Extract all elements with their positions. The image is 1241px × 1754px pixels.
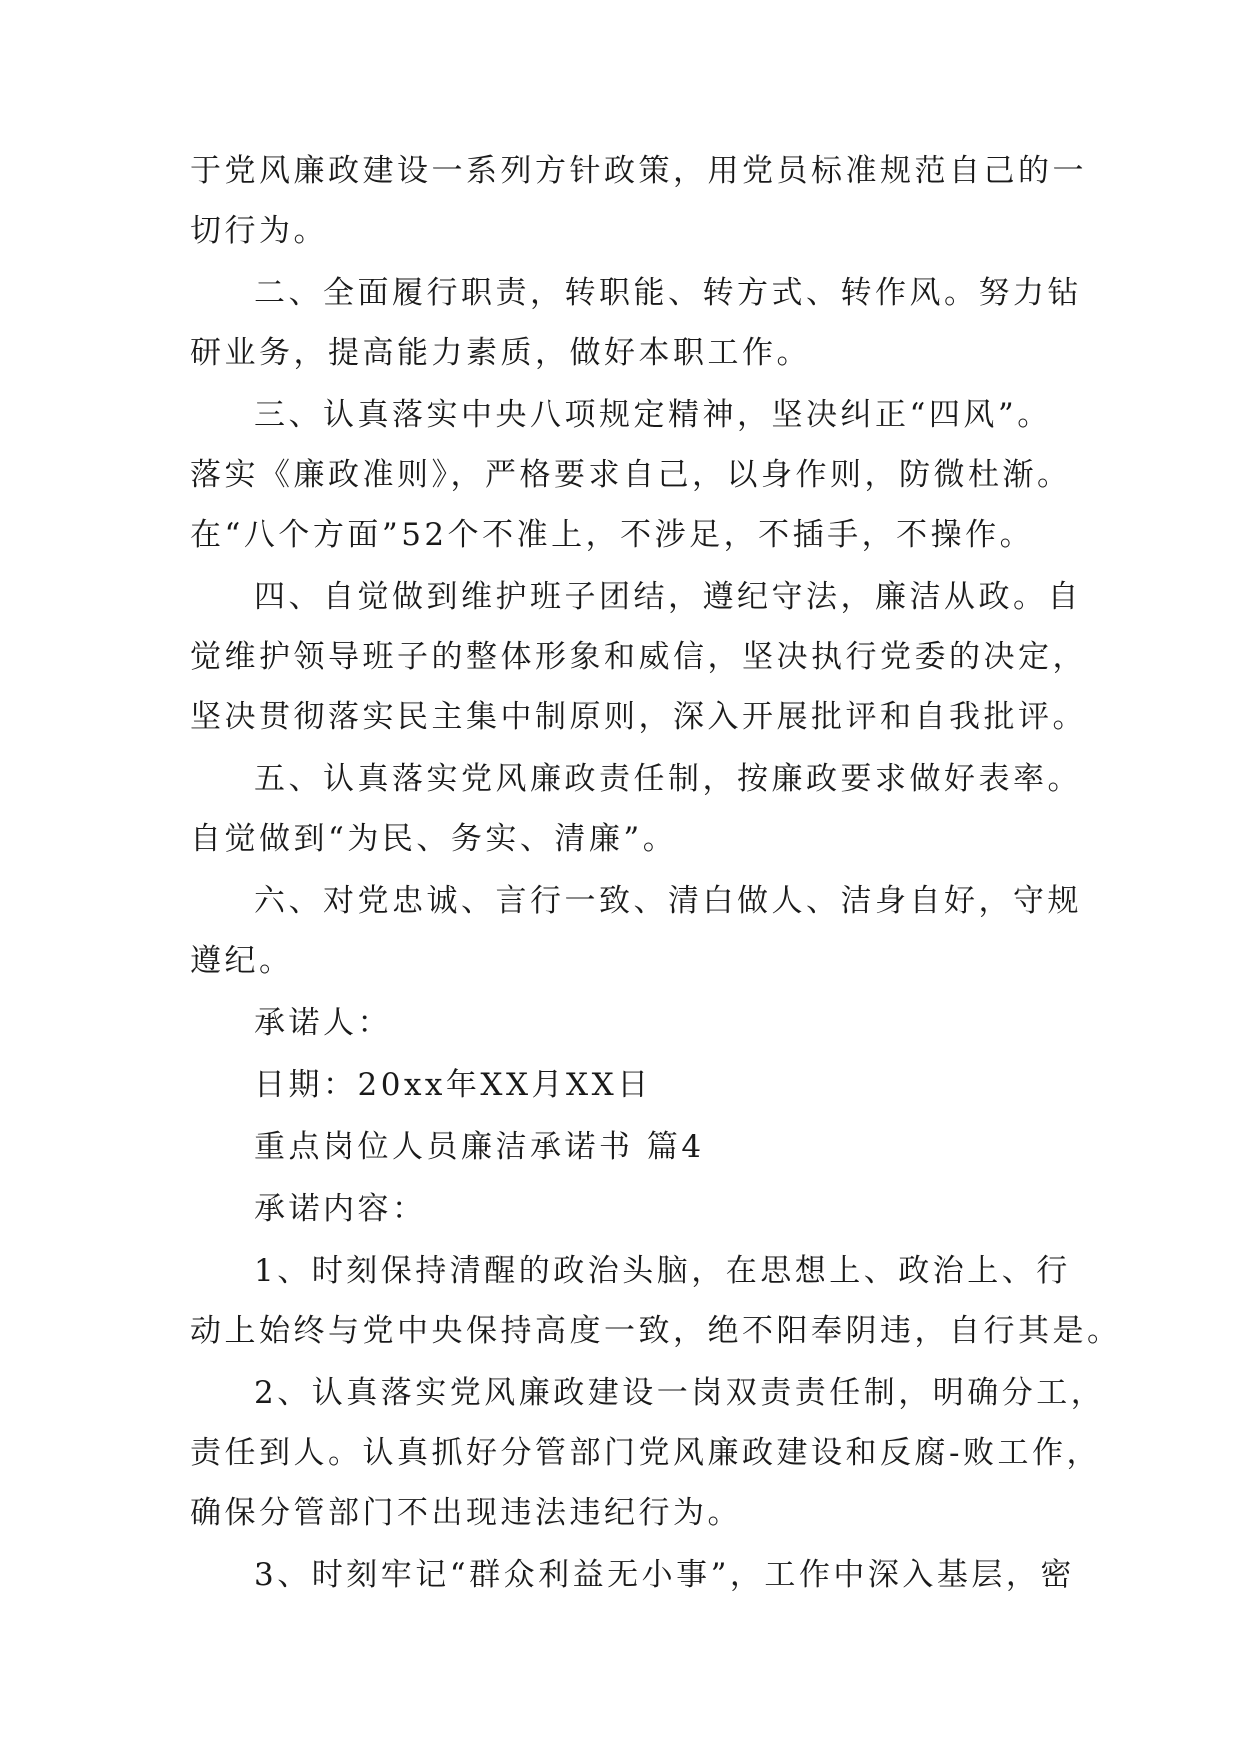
paragraph-item-6: 六、对党忠诚、言行一致、清白做人、洁身自好，守规 xyxy=(254,883,1082,919)
commitment-item-3: 3、时刻牢记“群众利益无小事”，工作中深入基层，密 xyxy=(254,1557,1075,1593)
paragraph-line: 动上始终与党中央保持高度一致，绝不阳奉阴违，自行其是。 xyxy=(190,1313,1122,1349)
paragraph-line: 落实《廉政准则》，严格要求自己，以身作则，防微杜渐。 xyxy=(190,457,1072,493)
paragraph-line: 研业务，提高能力素质，做好本职工作。 xyxy=(190,335,811,371)
paragraph-line: 在“八个方面”52个不准上，不涉足，不插手，不操作。 xyxy=(190,517,1035,553)
date-line: 日期：20xx年XX月XX日 xyxy=(254,1067,652,1103)
commitment-heading: 承诺内容： xyxy=(254,1191,427,1227)
paragraph-line: 遵纪。 xyxy=(190,943,294,979)
paragraph-line: 自觉做到“为民、务实、清廉”。 xyxy=(190,821,678,857)
paragraph-line: 于党风廉政建设一系列方针政策，用党员标准规范自己的一 xyxy=(190,153,1087,189)
section-title: 重点岗位人员廉洁承诺书 篇4 xyxy=(254,1129,705,1165)
paragraph-line: 责任到人。认真抓好分管部门党风廉政建设和反腐-败工作， xyxy=(190,1435,1101,1471)
paragraph-item-3: 三、认真落实中央八项规定精神，坚决纠正“四风”。 xyxy=(254,397,1052,433)
paragraph-line: 觉维护领导班子的整体形象和威信，坚决执行党委的决定， xyxy=(190,639,1087,675)
paragraph-line: 确保分管部门不出现违法违纪行为。 xyxy=(190,1495,742,1531)
commitment-item-1: 1、时刻保持清醒的政治头脑，在思想上、政治上、行 xyxy=(254,1253,1071,1289)
paragraph-item-5: 五、认真落实党风廉政责任制，按廉政要求做好表率。 xyxy=(254,761,1082,797)
paragraph-line: 坚决贯彻落实民主集中制原则，深入开展批评和自我批评。 xyxy=(190,699,1087,735)
paragraph-line: 切行为。 xyxy=(190,213,328,249)
paragraph-item-4: 四、自觉做到维护班子团结，遵纪守法，廉洁从政。自 xyxy=(254,579,1082,615)
signatory-label: 承诺人： xyxy=(254,1005,392,1041)
paragraph-item-2: 二、全面履行职责，转职能、转方式、转作风。努力钻 xyxy=(254,275,1082,311)
document-body xyxy=(190,152,1122,1594)
commitment-item-2: 2、认真落实党风廉政建设一岗双责责任制，明确分工， xyxy=(254,1375,1106,1411)
